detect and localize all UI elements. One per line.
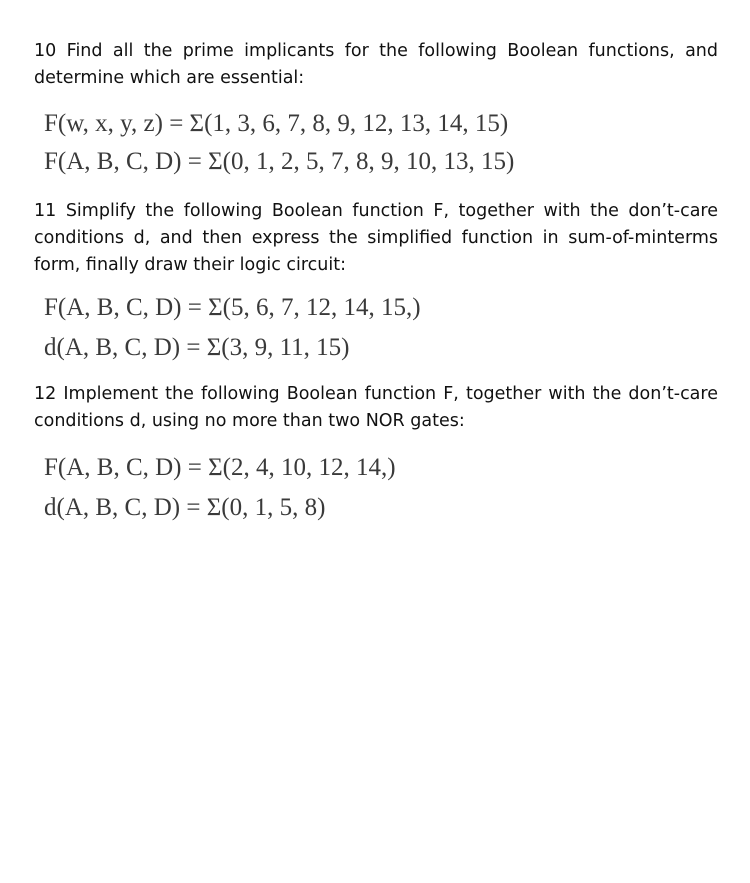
problem-10-equation-2: F(A, B, C, D) = Σ(0, 1, 2, 5, 7, 8, 9, 10, 13, 15) — [44, 148, 515, 175]
problem-11-equation-1: F(A, B, C, D) = Σ(5, 6, 7, 12, 14, 15,) — [44, 294, 421, 321]
problem-12-text: 12 Implement the following Boolean function F, together with the don’t-care conditions d, using no more than two NOR gates: — [34, 384, 718, 431]
problem-10-equation-1: F(w, x, y, z) = Σ(1, 3, 6, 7, 8, 9, 12, 13, 14, 15) — [44, 110, 509, 137]
problem-12-equation-1: F(A, B, C, D) = Σ(2, 4, 10, 12, 14,) — [44, 454, 396, 481]
problem-12-equation-2: d(A, B, C, D) = Σ(0, 1, 5, 8) — [44, 494, 326, 521]
problem-11-equation-2: d(A, B, C, D) = Σ(3, 9, 11, 15) — [44, 334, 350, 361]
problem-11-text: 11 Simplify the following Boolean function F, together with the don’t-care conditions d, and then express the simplified function in sum-of-minterms form, finally draw their logic circuit: — [34, 201, 718, 275]
problem-10-text: 10 Find all the prime implicants for the following Boolean functions, and determine which are essential: — [34, 41, 718, 88]
